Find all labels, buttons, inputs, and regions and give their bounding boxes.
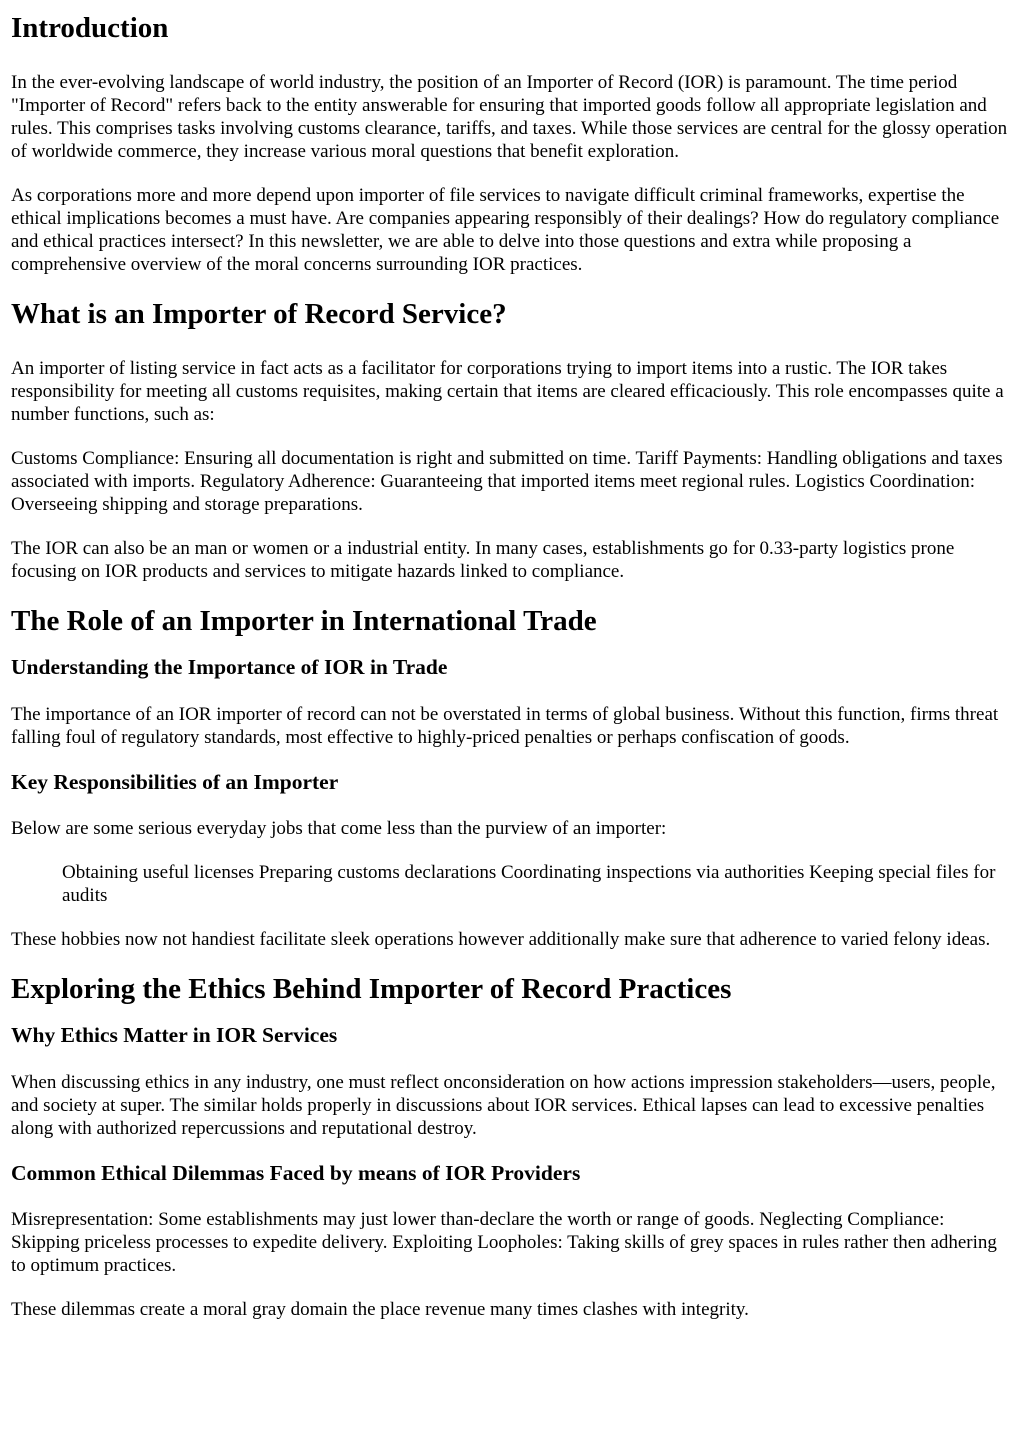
subsection-heading-dilemmas: Common Ethical Dilemmas Faced by means of IOR Providers [11, 1161, 581, 1185]
paragraph: An importer of listing service in fact acts as a facilitator for corporations trying to import items into a rustic. The IOR takes responsibility for meeting all customs requisites, making certain that items are cleared efficaciously. This role encompasses quite a number functions, such as: [11, 358, 1004, 425]
paragraph: The importance of an IOR importer of record can not be overstated in terms of global business. Without this function, firms threat falling foul of regulatory standards, most effective to highly-priced penalties or perhaps confiscation of goods. [11, 704, 999, 748]
paragraph: The IOR can also be an man or women or a industrial entity. In many cases, establishments go for 0.33-party logistics prone focusing on IOR products and services to mitigate hazards linked to compliance. [11, 538, 955, 582]
section-heading-introduction: Introduction [11, 12, 169, 44]
section-heading-role-of-importer: The Role of an Importer in International Trade [11, 605, 597, 637]
paragraph: When discussing ethics in any industry, one must reflect onconsideration on how actions impression stakeholders—users, people, and society at super. The similar holds properly in discussions about IOR services. Ethical lapses can lead to excessive penalties along with authorized repercussions and reputational destroy. [11, 1072, 996, 1139]
paragraph: Below are some serious everyday jobs that come less than the purview of an importer: [11, 818, 667, 839]
section-heading-ethics: Exploring the Ethics Behind Importer of Record Practices [11, 973, 732, 1005]
paragraph: Customs Compliance: Ensuring all documentation is right and submitted on time. Tariff Payments: Handling obligations and taxes associated with imports. Regulatory Adherence: Guaranteeing that imported items meet regional rules. Logistics Coordination: Overseeing shipping and storage preparations. [11, 448, 1003, 515]
responsibilities-blockquote: Obtaining useful licenses Preparing customs declarations Coordinating inspections via authorities Keeping special files for audits [62, 862, 996, 906]
paragraph: In the ever-evolving landscape of world industry, the position of an Importer of Record (IOR) is paramount. The time period "Importer of Record" refers back to the entity answerable for ensuring that imported goods follow all appropriate legislation and rules. This comprises tasks involving customs clearance, tariffs, and taxes. While those services are central for the glossy operation of worldwide commerce, they increase various moral questions that benefit exploration. [11, 72, 1008, 162]
subsection-heading-responsibilities: Key Responsibilities of an Importer [11, 770, 339, 794]
subsection-heading-importance: Understanding the Importance of IOR in Trade [11, 655, 448, 679]
paragraph: As corporations more and more depend upon importer of file services to navigate difficult criminal frameworks, expertise the ethical implications becomes a must have. Are companies appearing responsibly of their dealings? How do regulatory compliance and ethical practices intersect? In this newsletter, we are able to delve into those questions and extra while proposing a comprehensive overview of the moral concerns surrounding IOR practices. [11, 185, 1000, 275]
subsection-heading-why-ethics: Why Ethics Matter in IOR Services [11, 1023, 338, 1047]
section-heading-what-is-ior: What is an Importer of Record Service? [11, 298, 507, 330]
paragraph: These dilemmas create a moral gray domain the place revenue many times clashes with integrity. [11, 1299, 749, 1320]
paragraph: These hobbies now not handiest facilitate sleek operations however additionally make sure that adherence to varied felony ideas. [11, 929, 991, 950]
paragraph: Misrepresentation: Some establishments may just lower than-declare the worth or range of goods. Neglecting Compliance: Skipping priceless processes to expedite delivery. Exploiting Loopholes: Taking skills of grey spaces in rules rather then adhering to optimum practices. [11, 1209, 997, 1276]
